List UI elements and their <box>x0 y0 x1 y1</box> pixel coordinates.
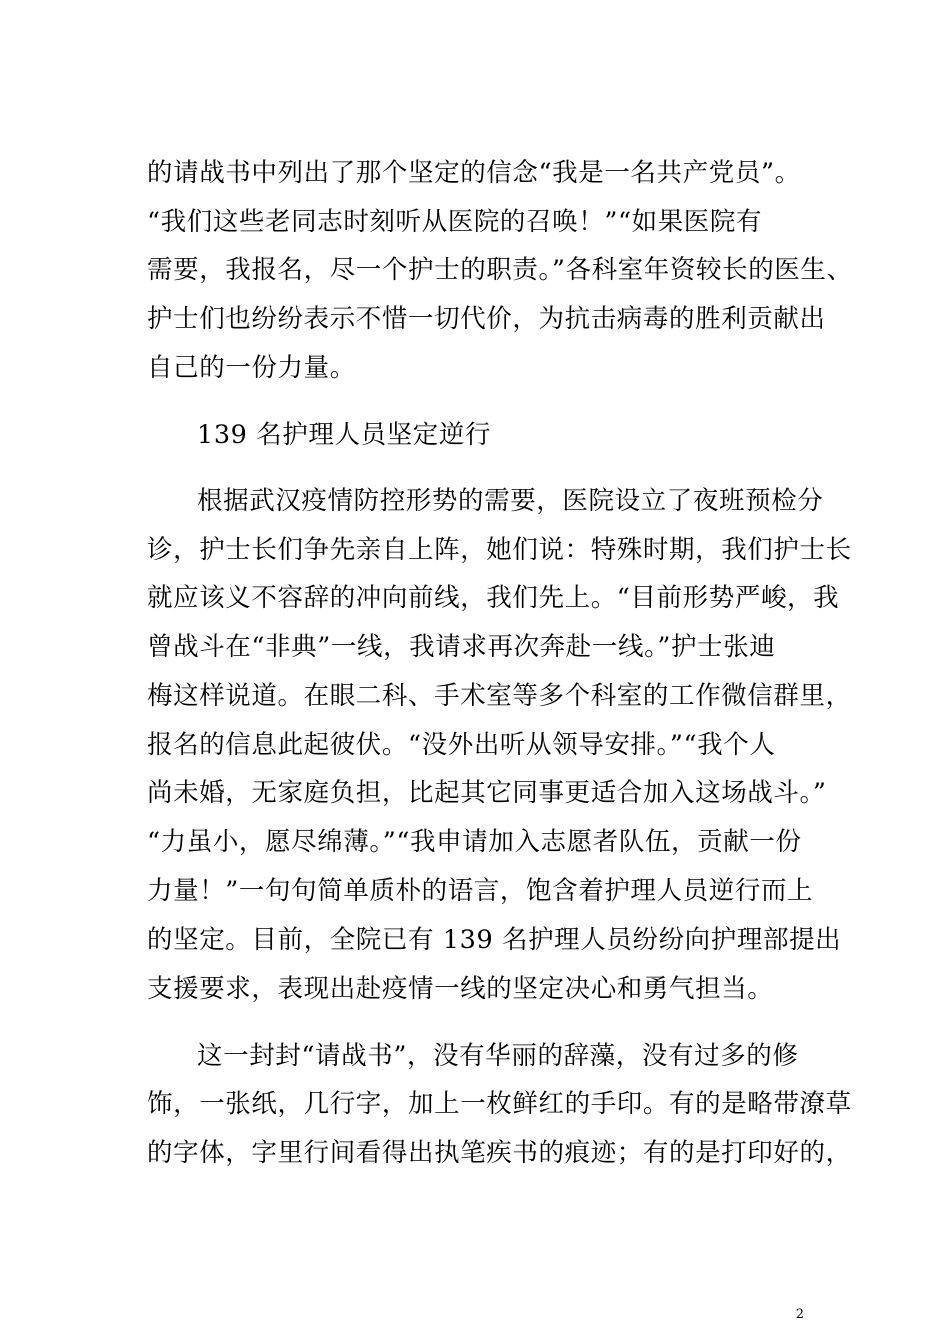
text-line: 力量！”一句句简单质朴的语言，饱含着护理人员逆行而上 <box>147 876 814 906</box>
text-line: 支援要求，表现出赴疫情一线的坚定决心和勇气担当。 <box>147 974 774 1004</box>
text-line: 这一封封“请战书”，没有华丽的辞藻，没有过多的修 <box>197 1041 799 1071</box>
page-number: 2 <box>795 1307 804 1322</box>
text-line: 梅这样说道。在眼二科、手术室等多个科室的工作微信群里， <box>147 681 852 711</box>
text-line: 饰，一张纸，几行字，加上一枚鲜红的手印。有的是略带潦草 <box>147 1089 852 1119</box>
text-line: 自己的一份力量。 <box>147 353 356 383</box>
text-line: 的请战书中列出了那个坚定的信念“我是一名共产党员”。 <box>147 158 801 188</box>
text-line: 护士们也纷纷表示不惜一切代价，为抗击病毒的胜利贡献出 <box>147 304 826 334</box>
text-line: 的字体，字里行间看得出执笔疾书的痕迹；有的是打印好的， <box>147 1138 852 1168</box>
text-line: 报名的信息此起彼伏。“没外出听从领导安排。”“我个人 <box>147 730 776 760</box>
text-line: 诊，护士长们争先亲自上阵，她们说：特殊时期，我们护士长 <box>147 535 852 565</box>
text-line: “力虽小，愿尽绵薄。”“我申请加入志愿者队伍，贡献一份 <box>147 827 802 857</box>
section-heading: 139 名护理人员坚定逆行 <box>197 420 492 450</box>
text-line: 尚未婚，无家庭负担，比起其它同事更适合加入这场战斗。” <box>147 778 827 808</box>
text-line: 就应该义不容辞的冲向前线，我们先上。“目前形势严峻，我 <box>147 583 840 613</box>
text-line: 根据武汉疫情防控形势的需要，医院设立了夜班预检分 <box>197 486 824 516</box>
text-line: 曾战斗在“非典”一线，我请求再次奔赴一线。”护士张迪 <box>147 632 776 662</box>
text-line: “我们这些老同志时刻听从医院的召唤！”“如果医院有 <box>147 207 763 237</box>
text-line: 的坚定。目前，全院已有 139 名护理人员纷纷向护理部提出 <box>147 925 842 955</box>
text-line: 需要，我报名，尽一个护士的职责。”各科室年资较长的医生、 <box>147 255 853 285</box>
